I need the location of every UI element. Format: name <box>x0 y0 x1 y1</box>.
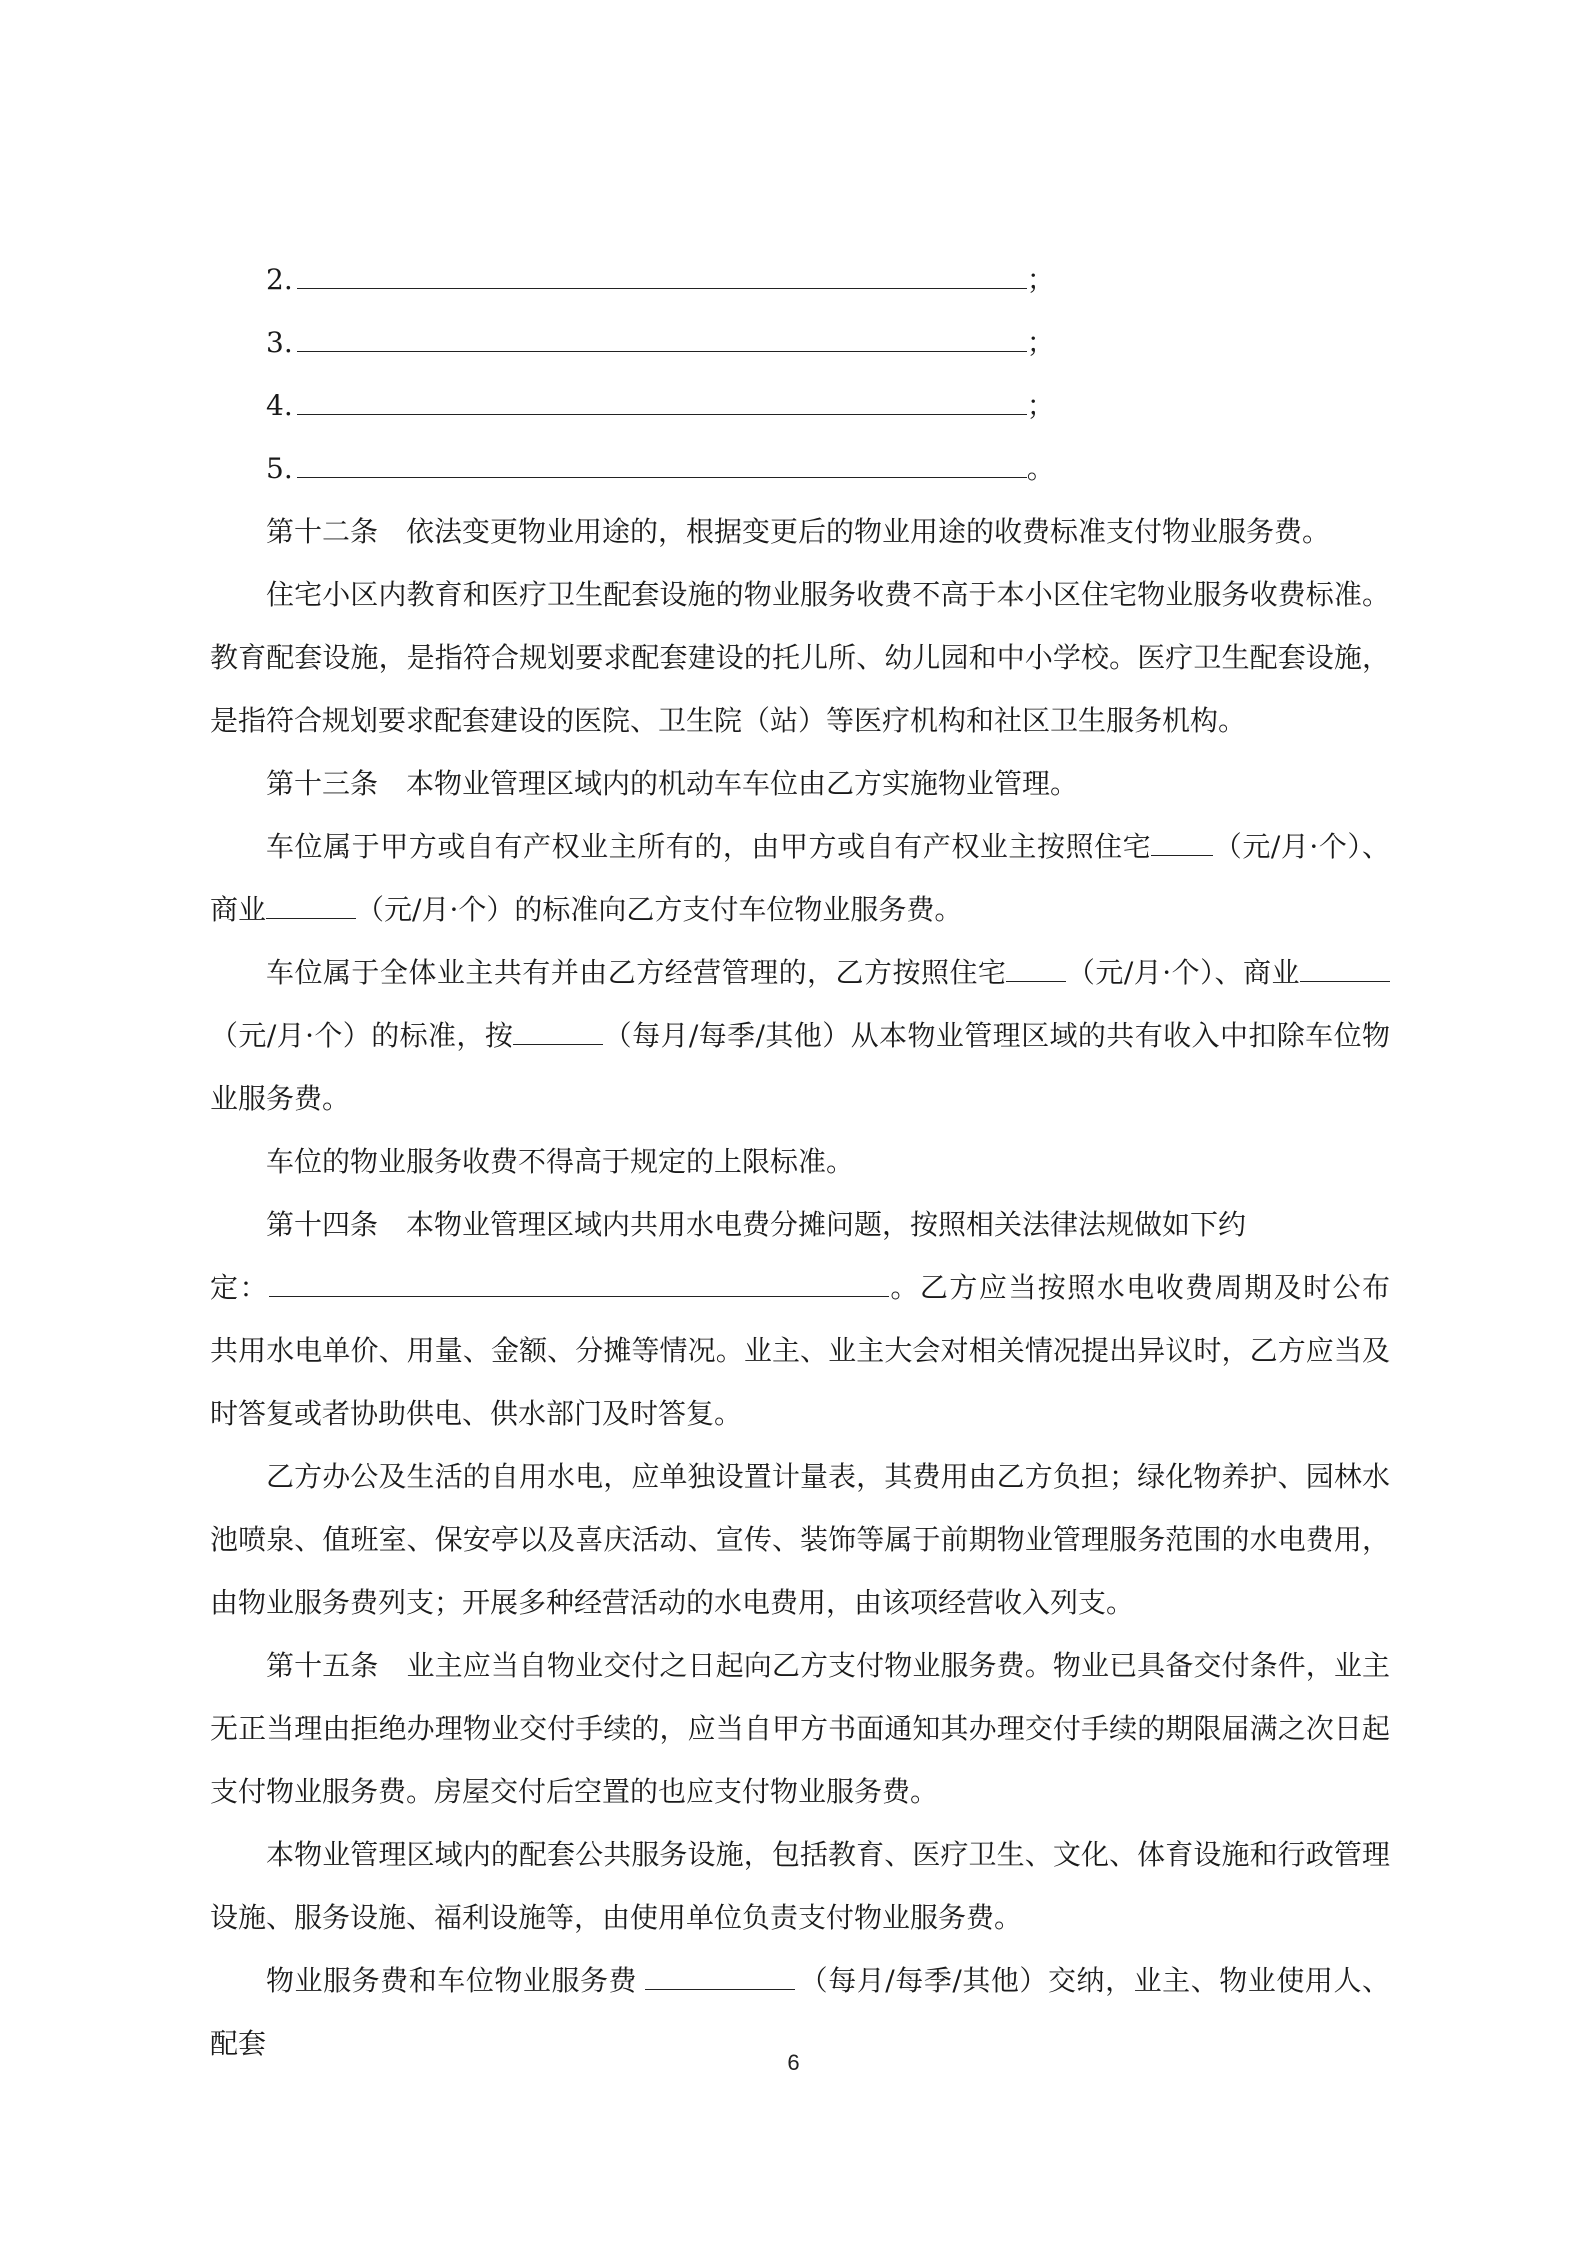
item-number: 2. <box>266 263 293 296</box>
item-end-punct: ； <box>1026 326 1055 359</box>
item-end-punct: ； <box>1026 263 1055 296</box>
article-14-paragraph-3: 乙方办公及生活的自用水电，应单独设置计量表，其费用由乙方负担；绿化物养护、园林水池喷泉、值班室、保安亭以及喜庆活动、宣传、装饰等属于前期物业管理服务范围的水电费用，由物业服务费列支；开展多种经营活动的水电费用，由该项经营收入列支。 <box>210 1460 1390 1619</box>
text-segment: 车位属于甲方或自有产权业主所有的，由甲方或自有产权业主按照住宅 <box>266 830 1152 863</box>
fill-in-blank[interactable] <box>297 311 1027 352</box>
article-13-paragraph-1: 第十三条 本物业管理区域内的机动车车位由乙方实施物业管理。 <box>266 767 1079 800</box>
document-body <box>210 248 1390 2075</box>
article-13-paragraph-3 <box>210 941 1390 1130</box>
text-segment: 车位属于全体业主共有并由乙方经营管理的，乙方按照住宅 <box>266 956 1007 989</box>
list-item <box>210 311 1390 374</box>
article-13-paragraph-2 <box>210 815 1390 941</box>
article-15-paragraph-1: 第十五条 业主应当自物业交付之日起向乙方支付物业服务费。物业已具备交付条件，业主无正当理由拒绝办理物业交付手续的，应当自甲方书面通知其办理交付手续的期限届满之次日起支付物业服务费。房屋交付后空置的也应支付物业服务费。 <box>210 1649 1390 1808</box>
fill-in-blank[interactable] <box>297 374 1027 415</box>
text-segment: 。乙方应当按照水电收费周期及时公布共用水电单价、用量、金额、分摊等情况。业主、业主大会对相关情况提出异议时，乙方应当及时答复或者协助供电、供水部门及时答复。 <box>210 1271 1390 1430</box>
item-number: 4. <box>266 389 293 422</box>
text-segment: （元/月·个）的标准，按 <box>210 1019 514 1052</box>
text-segment: （元/月·个）、商业 <box>210 830 1390 926</box>
article-12-paragraph-1: 第十二条 依法变更物业用途的，根据变更后的物业用途的收费标准支付物业服务费。 <box>266 515 1331 548</box>
text-segment: 物业服务费和车位物业服务费 <box>266 1964 638 1997</box>
page-number: 6 <box>787 2050 800 2075</box>
article-14-paragraph-2 <box>210 1256 1390 1445</box>
fill-in-blank[interactable] <box>645 1955 795 1990</box>
text-segment: 定： <box>210 1271 269 1304</box>
fill-in-blank[interactable] <box>1300 947 1390 982</box>
article-13-paragraph-4: 车位的物业服务收费不得高于规定的上限标准。 <box>266 1145 855 1178</box>
item-number: 3. <box>266 326 293 359</box>
list-item <box>210 437 1390 500</box>
fill-in-blank[interactable] <box>513 1010 603 1045</box>
text-segment: （每月/每季/其他）交纳，业主、物业使用人、配套 <box>210 1964 1390 2060</box>
fill-in-blank[interactable] <box>297 437 1027 478</box>
text-segment: （元/月·个）的标准向乙方支付车位物业服务费。 <box>356 893 963 926</box>
text-segment: （每月/每季/其他）从本物业管理区域的共有收入中扣除车位物业服务费。 <box>210 1019 1390 1115</box>
article-12-paragraph-2: 住宅小区内教育和医疗卫生配套设施的物业服务收费不高于本小区住宅物业服务收费标准。教育配套设施，是指符合规划要求配套建设的托儿所、幼儿园和中小学校。医疗卫生配套设施，是指符合规划要求配套建设的医院、卫生院（站）等医疗机构和社区卫生服务机构。 <box>210 578 1390 737</box>
article-14-paragraph-1: 第十四条 本物业管理区域内共用水电费分摊问题，按照相关法律法规做如下约 <box>266 1208 1247 1241</box>
fill-in-blank[interactable] <box>269 1262 889 1297</box>
list-item <box>210 248 1390 311</box>
fill-in-blank[interactable] <box>1006 947 1066 982</box>
item-end-punct: 。 <box>1026 452 1055 485</box>
item-number: 5. <box>266 452 293 485</box>
fill-in-blank[interactable] <box>266 884 356 919</box>
list-item <box>210 374 1390 437</box>
fill-in-blank[interactable] <box>1151 821 1213 856</box>
text-segment: （元/月·个）、商业 <box>1066 956 1300 989</box>
item-end-punct: ； <box>1026 389 1055 422</box>
fill-in-blank[interactable] <box>297 248 1027 289</box>
article-15-paragraph-2: 本物业管理区域内的配套公共服务设施，包括教育、医疗卫生、文化、体育设施和行政管理设施、服务设施、福利设施等，由使用单位负责支付物业服务费。 <box>210 1838 1390 1934</box>
